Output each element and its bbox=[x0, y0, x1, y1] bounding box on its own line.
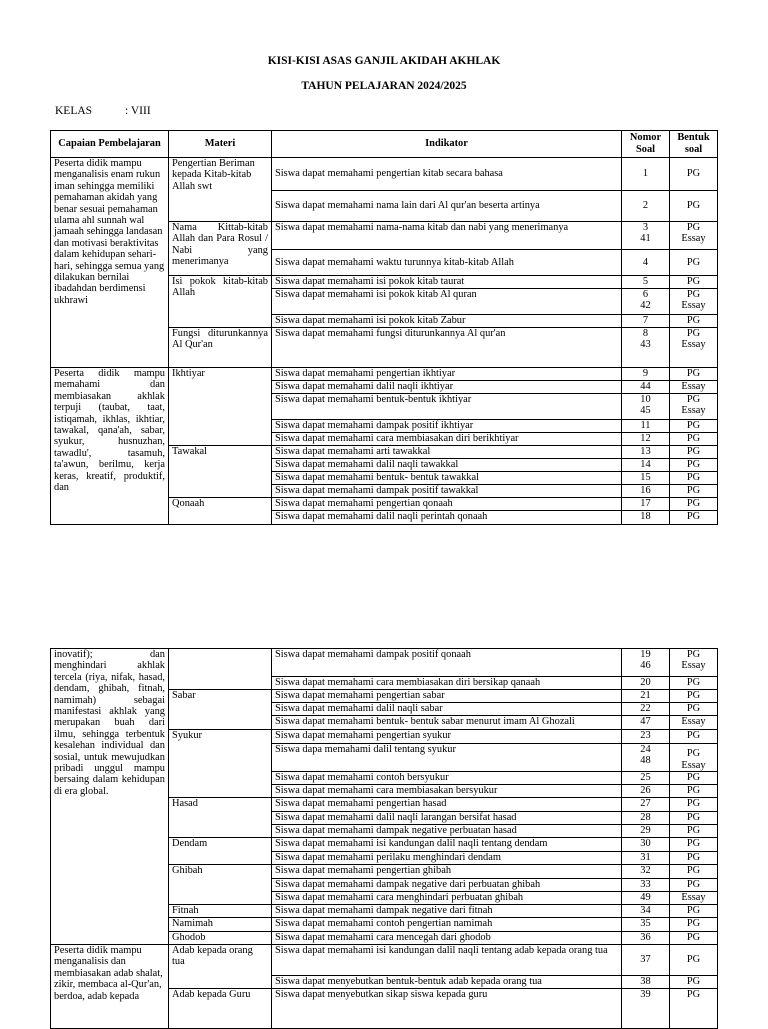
cp-cell: inovatif); dan menghindari akhlak tercela (riya, nifak, hasad, dendam, ghibah, fitnah, namimah) sebagai manifestasi akhlak yang merupakan buah dari ilmu, sehingga terbentuk kesalehan individual dan sosial, untuk mewujudkan pribadi unggul mampu bersaing dalam kehidupan di era global. bbox=[51, 649, 169, 945]
academic-year: TAHUN PELAJARAN 2024/2025 bbox=[301, 80, 467, 92]
col-header-indikator: Indikator bbox=[272, 131, 622, 158]
indikator-cell: Siswa dapat memahami dalil naqli sabar bbox=[272, 703, 622, 716]
bentuk-cell: PG bbox=[670, 879, 718, 892]
class-line bbox=[55, 105, 151, 117]
nomor-cell: 20 bbox=[622, 677, 670, 690]
bentuk-cell: PG Essay bbox=[670, 394, 718, 420]
bentuk-cell: PG bbox=[670, 368, 718, 381]
materi-cell: Fitnah bbox=[169, 905, 272, 918]
indikator-cell: Siswa dapat memahami perilaku menghindari dendam bbox=[272, 852, 622, 865]
nomor-cell: 24 48 bbox=[622, 744, 670, 772]
indikator-cell: Siswa dapat memahami dampak positif ikhtiyar bbox=[272, 420, 622, 433]
nomor-cell: 1 bbox=[622, 158, 670, 191]
indikator-cell: Siswa dapat memahami contoh pengertian namimah bbox=[272, 918, 622, 932]
materi-cell: Ikhtiyar bbox=[169, 368, 272, 446]
nomor-cell: 14 bbox=[622, 459, 670, 472]
bentuk-cell: PG bbox=[670, 420, 718, 433]
bentuk-cell: PG bbox=[670, 798, 718, 812]
bentuk-cell: PG bbox=[670, 989, 718, 1029]
indikator-cell: Siswa dapat memahami pengertian sabar bbox=[272, 690, 622, 703]
document-title: KISI-KISI ASAS GANJIL AKIDAH AKHLAK bbox=[267, 55, 501, 67]
indikator-cell: Siswa dapat memahami contoh bersyukur bbox=[272, 772, 622, 785]
indikator-cell: Siswa dapat memahami dalil naqli ikhtiyar bbox=[272, 381, 622, 394]
nomor-cell: 3 41 bbox=[622, 222, 670, 250]
indikator-cell: Siswa dapat memahami dalil naqli tawakkal bbox=[272, 459, 622, 472]
cp-cell: Peserta didik mampu memahami dan membiasakan akhlak terpuji (taubat, taat, istiqamah, ikhlas, ikhtiar, tawakal, qana'ah, sabar, syukur, husnuzhan, tawadlu', tasamuh, ta'awun, berilmu, kerja keras, kreatif, produktif, dan bbox=[51, 368, 169, 525]
nomor-cell: 18 bbox=[622, 511, 670, 525]
bentuk-cell: PG bbox=[670, 446, 718, 459]
bentuk-cell: PG bbox=[670, 703, 718, 716]
cp-cell: Peserta didik mampu menganalisis dan membiasakan adab shalat, zikir, membaca al-Qur'an, berdoa, adab kepada bbox=[51, 945, 169, 1029]
nomor-cell: 32 bbox=[622, 865, 670, 879]
indikator-cell: Siswa dapat memahami isi kandungan dalil naqli tentang dendam bbox=[272, 838, 622, 852]
nomor-cell: 36 bbox=[622, 932, 670, 945]
indikator-cell: Siswa dapat memahami cara membiasakan bersyukur bbox=[272, 785, 622, 798]
nomor-cell: 37 bbox=[622, 945, 670, 976]
bentuk-cell: PG bbox=[670, 191, 718, 222]
bentuk-cell: PG bbox=[670, 459, 718, 472]
nomor-cell: 4 bbox=[622, 250, 670, 276]
nomor-cell: 22 bbox=[622, 703, 670, 716]
nomor-cell: 10 45 bbox=[622, 394, 670, 420]
bentuk-cell: PG bbox=[670, 730, 718, 744]
nomor-cell: 5 bbox=[622, 276, 670, 289]
indikator-cell: Siswa dapat memahami nama lain dari Al qur'an beserta artinya bbox=[272, 191, 622, 222]
indikator-cell: Siswa dapat memahami pengertian qonaah bbox=[272, 498, 622, 511]
col-header-cp: Capaian Pembelajaran bbox=[51, 131, 169, 158]
indikator-cell: Siswa dapa memahami dalil tentang syukur bbox=[272, 744, 622, 772]
indikator-cell: Siswa dapat memahami arti tawakkal bbox=[272, 446, 622, 459]
bentuk-cell: PG bbox=[670, 472, 718, 485]
indikator-cell: Siswa dapat memahami bentuk-bentuk ikhtiyar bbox=[272, 394, 622, 420]
col-header-nomor: Nomor Soal bbox=[622, 131, 670, 158]
indikator-cell: Siswa dapat memahami pengertian kitab secara bahasa bbox=[272, 158, 622, 191]
bentuk-cell: PG bbox=[670, 498, 718, 511]
nomor-cell: 29 bbox=[622, 825, 670, 838]
materi-cell: Nama Kittab-kitab Allah dan Para Rosul / Nabi yang menerimanya bbox=[169, 222, 272, 276]
bentuk-cell: PG bbox=[670, 276, 718, 289]
nomor-cell: 21 bbox=[622, 690, 670, 703]
materi-cell: Ghodob bbox=[169, 932, 272, 945]
indikator-cell: Siswa dapat memahami cara membiasakan diri bersikap qanaah bbox=[272, 677, 622, 690]
class-value: : VIII bbox=[125, 105, 151, 117]
nomor-cell: 15 bbox=[622, 472, 670, 485]
bentuk-cell: PG bbox=[670, 865, 718, 879]
indikator-cell: Siswa dapat memahami isi pokok kitab taurat bbox=[272, 276, 622, 289]
nomor-cell: 2 bbox=[622, 191, 670, 222]
materi-cell: Qonaah bbox=[169, 498, 272, 525]
bentuk-cell: Essay bbox=[670, 381, 718, 394]
materi-cell: Pengertian Beriman kepada Kitab-kitab Allah swt bbox=[169, 158, 272, 222]
materi-cell: Dendam bbox=[169, 838, 272, 865]
bentuk-cell: PG bbox=[670, 677, 718, 690]
nomor-cell: 7 bbox=[622, 315, 670, 328]
indikator-cell: Siswa dapat memahami dalil naqli perintah qonaah bbox=[272, 511, 622, 525]
indikator-cell: Siswa dapat memahami cara mencegah dari ghodob bbox=[272, 932, 622, 945]
col-header-bentuk: Bentuk soal bbox=[670, 131, 718, 158]
bentuk-cell: PG bbox=[670, 485, 718, 498]
nomor-cell: 26 bbox=[622, 785, 670, 798]
nomor-cell: 49 bbox=[622, 892, 670, 905]
materi-cell: Namimah bbox=[169, 918, 272, 932]
nomor-cell: 13 bbox=[622, 446, 670, 459]
indikator-cell: Siswa dapat memahami bentuk- bentuk sabar menurut imam Al Ghozali bbox=[272, 716, 622, 730]
grid-table-page-1 bbox=[50, 130, 718, 525]
cp-cell: Peserta didik mampu menganalisis enam rukun iman sehingga memiliki pemahaman akidah yang benar sesuai pemahaman ulama ahl sunnah wal jamaah sehingga landasan dan motivasi beraktivitas dalam kehidupan sehari-hari, sehingga semua yang dilakukan bernilai ibadahdan berdimensi ukhrawi bbox=[51, 158, 169, 368]
nomor-cell: 12 bbox=[622, 433, 670, 446]
grid-table-page-2 bbox=[50, 648, 718, 1029]
indikator-cell: Siswa dapat memahami isi pokok kitab Al quran bbox=[272, 289, 622, 315]
indikator-cell: Siswa dapat memahami dalil naqli larangan bersifat hasad bbox=[272, 812, 622, 825]
materi-cell: Adab kepada Guru bbox=[169, 989, 272, 1029]
materi-cell: Fungsi diturunkannya Al Qur'an bbox=[169, 328, 272, 368]
bentuk-cell: PG Essay bbox=[670, 744, 718, 772]
nomor-cell: 39 bbox=[622, 989, 670, 1029]
bentuk-cell: PG Essay bbox=[670, 289, 718, 315]
bentuk-cell: PG Essay bbox=[670, 328, 718, 368]
indikator-cell: Siswa dapat memahami cara membiasakan diri berikhtiyar bbox=[272, 433, 622, 446]
materi-cell: Tawakal bbox=[169, 446, 272, 498]
materi-cell: Syukur bbox=[169, 730, 272, 798]
materi-cell: Ghibah bbox=[169, 865, 272, 905]
nomor-cell: 25 bbox=[622, 772, 670, 785]
nomor-cell: 11 bbox=[622, 420, 670, 433]
bentuk-cell: PG bbox=[670, 433, 718, 446]
indikator-cell: Siswa dapat memahami dampak positif qonaah bbox=[272, 649, 622, 677]
bentuk-cell: PG bbox=[670, 825, 718, 838]
nomor-cell: 35 bbox=[622, 918, 670, 932]
nomor-cell: 23 bbox=[622, 730, 670, 744]
nomor-cell: 8 43 bbox=[622, 328, 670, 368]
nomor-cell: 33 bbox=[622, 879, 670, 892]
indikator-cell: Siswa dapat memahami pengertian hasad bbox=[272, 798, 622, 812]
indikator-cell: Siswa dapat memahami pengertian ghibah bbox=[272, 865, 622, 879]
bentuk-cell: PG bbox=[670, 315, 718, 328]
nomor-cell: 31 bbox=[622, 852, 670, 865]
bentuk-cell: PG bbox=[670, 250, 718, 276]
bentuk-cell: PG Essay bbox=[670, 222, 718, 250]
bentuk-cell: PG Essay bbox=[670, 649, 718, 677]
bentuk-cell: PG bbox=[670, 772, 718, 785]
indikator-cell: Siswa dapat memahami dampak negative dari perbuatan ghibah bbox=[272, 879, 622, 892]
indikator-cell: Siswa dapat memahami waktu turunnya kitab-kitab Allah bbox=[272, 250, 622, 276]
nomor-cell: 6 42 bbox=[622, 289, 670, 315]
indikator-cell: Siswa dapat memahami pengertian syukur bbox=[272, 730, 622, 744]
indikator-cell: Siswa dapat memahami bentuk- bentuk tawakkal bbox=[272, 472, 622, 485]
bentuk-cell: PG bbox=[670, 918, 718, 932]
nomor-cell: 16 bbox=[622, 485, 670, 498]
materi-cell: Sabar bbox=[169, 690, 272, 730]
indikator-cell: Siswa dapat memahami dampak negative perbuatan hasad bbox=[272, 825, 622, 838]
nomor-cell: 9 bbox=[622, 368, 670, 381]
bentuk-cell: PG bbox=[670, 905, 718, 918]
indikator-cell: Siswa dapat memahami dampak positif tawakkal bbox=[272, 485, 622, 498]
nomor-cell: 30 bbox=[622, 838, 670, 852]
nomor-cell: 27 bbox=[622, 798, 670, 812]
materi-cell: Adab kepada orang tua bbox=[169, 945, 272, 989]
bentuk-cell: PG bbox=[670, 511, 718, 525]
bentuk-cell: PG bbox=[670, 945, 718, 976]
indikator-cell: Siswa dapat menyebutkan sikap siswa kepada guru bbox=[272, 989, 622, 1029]
materi-cell: Isi pokok kitab-kitab Allah bbox=[169, 276, 272, 328]
bentuk-cell: PG bbox=[670, 812, 718, 825]
indikator-cell: Siswa dapat memahami nama-nama kitab dan nabi yang menerimanya bbox=[272, 222, 622, 250]
bentuk-cell: PG bbox=[670, 785, 718, 798]
bentuk-cell: Essay bbox=[670, 892, 718, 905]
materi-cell: Hasad bbox=[169, 798, 272, 838]
bentuk-cell: PG bbox=[670, 976, 718, 989]
nomor-cell: 38 bbox=[622, 976, 670, 989]
class-label: KELAS bbox=[55, 105, 93, 117]
bentuk-cell: PG bbox=[670, 158, 718, 191]
bentuk-cell: PG bbox=[670, 838, 718, 852]
bentuk-cell: Essay bbox=[670, 716, 718, 730]
materi-cell bbox=[169, 649, 272, 690]
nomor-cell: 28 bbox=[622, 812, 670, 825]
indikator-cell: Siswa dapat menyebutkan bentuk-bentuk adab kepada orang tua bbox=[272, 976, 622, 989]
nomor-cell: 19 46 bbox=[622, 649, 670, 677]
indikator-cell: Siswa dapat memahami fungsi diturunkannya Al qur'an bbox=[272, 328, 622, 368]
indikator-cell: Siswa dapat memahami pengertian ikhtiyar bbox=[272, 368, 622, 381]
bentuk-cell: PG bbox=[670, 932, 718, 945]
indikator-cell: Siswa dapat memahami dampak negative dari fitnah bbox=[272, 905, 622, 918]
col-header-materi: Materi bbox=[169, 131, 272, 158]
indikator-cell: Siswa dapat memahami cara menghindari perbuatan ghibah bbox=[272, 892, 622, 905]
nomor-cell: 44 bbox=[622, 381, 670, 394]
nomor-cell: 17 bbox=[622, 498, 670, 511]
bentuk-cell: PG bbox=[670, 690, 718, 703]
nomor-cell: 47 bbox=[622, 716, 670, 730]
bentuk-cell: PG bbox=[670, 852, 718, 865]
indikator-cell: Siswa dapat memahami isi kandungan dalil naqli tentang adab kepada orang tua bbox=[272, 945, 622, 976]
nomor-cell: 34 bbox=[622, 905, 670, 918]
indikator-cell: Siswa dapat memahami isi pokok kitab Zabur bbox=[272, 315, 622, 328]
